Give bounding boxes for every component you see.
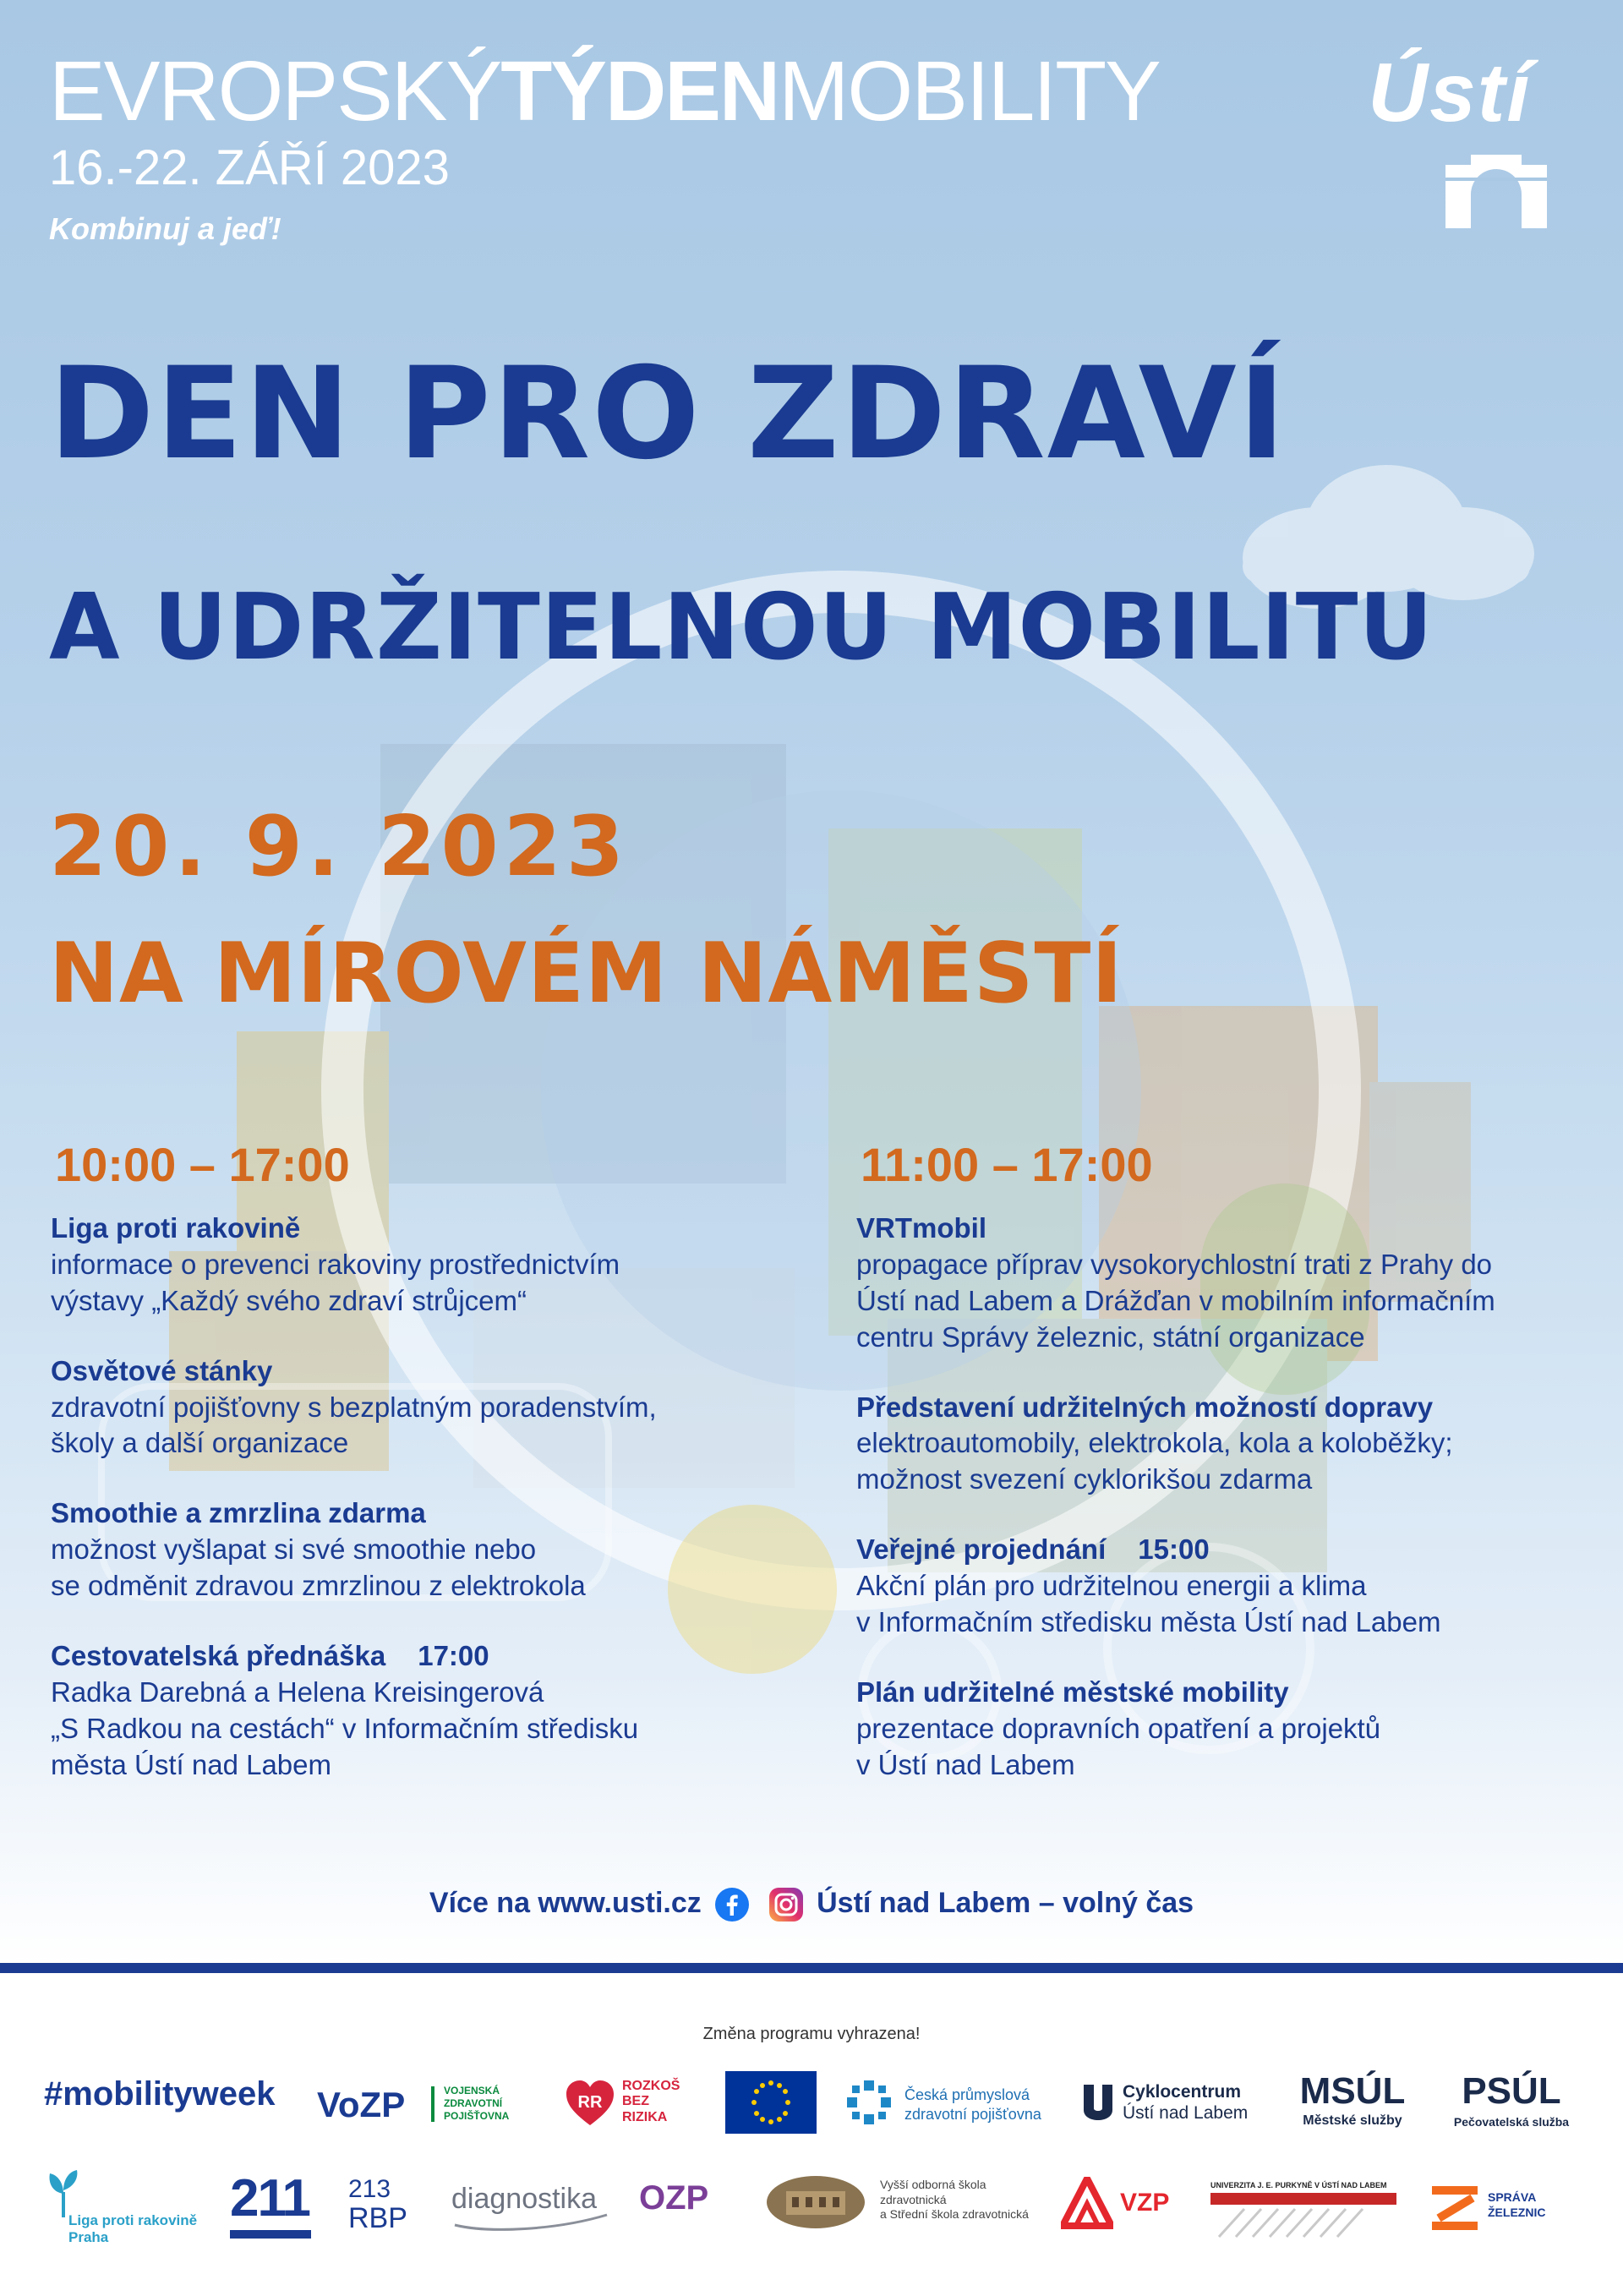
rozkos-logo-text bbox=[622, 2079, 680, 2125]
rozkos-logo-text-line: ROZKOŠ bbox=[622, 2079, 680, 2093]
facebook-icon[interactable] bbox=[714, 1887, 750, 1922]
msul-logo bbox=[1285, 2070, 1420, 2132]
more-info-line bbox=[0, 1887, 1623, 1922]
program-item bbox=[856, 1390, 1600, 1499]
rozkos-bez-rizika-logo bbox=[565, 2075, 700, 2135]
event-date: 20. 9. 2023 bbox=[49, 799, 630, 895]
city-logo-wordmark: Ústí bbox=[1368, 46, 1532, 139]
sz-logo-text bbox=[1488, 2189, 1545, 2220]
ozp-mark: OZP bbox=[639, 2179, 709, 2217]
program-time-range: 11:00 – 17:00 bbox=[861, 1138, 1153, 1191]
cyklocentrum-logo bbox=[1080, 2078, 1258, 2129]
cpzp-cross-icon bbox=[844, 2077, 894, 2128]
vzp-mark: VZP bbox=[1120, 2189, 1170, 2217]
sz-z-icon bbox=[1429, 2183, 1481, 2235]
event-place: NA MÍROVÉM NÁMĚSTÍ bbox=[49, 926, 1123, 1022]
program-item-desc: propagace příprav vysokorychlostní trati z Prahy do Ústí nad Labem a Drážďan v mobilním informačním centru Správy železnic, státní organizace bbox=[856, 1248, 1495, 1353]
rbp-213-number: 213 bbox=[348, 2175, 391, 2203]
program-item-title: Smoothie a zmrzlina zdarma bbox=[51, 1497, 426, 1529]
program-item-title: VRTmobil bbox=[856, 1212, 986, 1244]
school-building-icon bbox=[765, 2174, 866, 2230]
ujep-name: UNIVERZITA J. E. PURKYNĚ V ÚSTÍ NAD LABEM bbox=[1210, 2181, 1387, 2189]
heart-icon bbox=[565, 2079, 615, 2129]
website-link[interactable]: Více na www.usti.cz bbox=[429, 1887, 702, 1919]
program-item-desc: Radka Darebná a Helena Kreisingerová „S Radkou na cestách“ v Informačním středisku města Ústí nad Labem bbox=[51, 1676, 639, 1780]
main-title-line-1: DEN PRO ZDRAVÍ bbox=[49, 341, 1287, 488]
campaign-name-part-3: MOBILITY bbox=[779, 44, 1160, 139]
cpzp-logo-text-line: Česká průmyslová bbox=[904, 2086, 1030, 2103]
vozp-logo-mark: VoZP bbox=[317, 2085, 406, 2124]
psul-logo-mark: PSÚL bbox=[1462, 2070, 1561, 2112]
program-item-title: Osvětové stánky bbox=[51, 1354, 273, 1386]
psul-logo-subtitle: Pečovatelská služba bbox=[1453, 2115, 1570, 2129]
campaign-name-part-1: EVROPSKÝ bbox=[49, 44, 501, 139]
rbp-213-mark: RBP bbox=[348, 2202, 407, 2234]
program-item-desc: prezentace dopravních opatření a projektů v Ústí nad Labem bbox=[856, 1712, 1381, 1780]
cyklocentrum-logo-text bbox=[1123, 2081, 1248, 2124]
main-title-line-2: A UDRŽITELNOU MOBILITU bbox=[49, 575, 1434, 681]
campaign-name-part-2: TÝDEN bbox=[500, 44, 779, 139]
vozp-logo-text-line: VOJENSKÁ bbox=[444, 2085, 500, 2096]
vzp-logo bbox=[1061, 2177, 1188, 2236]
social-channel-name[interactable]: Ústí nad Labem – volný čas bbox=[817, 1887, 1194, 1919]
instagram-icon[interactable] bbox=[768, 1887, 804, 1922]
program-item-title: Cestovatelská přednáška bbox=[51, 1640, 386, 1672]
liga-logo-text-line: Praha bbox=[68, 2228, 109, 2245]
sz-logo-text-line: SPRÁVA bbox=[1488, 2190, 1537, 2204]
cpzp-logo-text-line: zdravotní pojišťovna bbox=[904, 2106, 1041, 2124]
program-item bbox=[51, 1211, 795, 1320]
cpzp-logo bbox=[844, 2075, 1063, 2135]
liga-proti-rakovine-logo bbox=[46, 2168, 216, 2244]
vos-logo-text bbox=[880, 2178, 1029, 2222]
diagnostika-logo bbox=[446, 2181, 615, 2232]
ozp-logo bbox=[639, 2181, 732, 2232]
msul-logo-mark: MSÚL bbox=[1299, 2070, 1406, 2112]
diagnostika-mark: diagnostika bbox=[451, 2183, 598, 2215]
cyklocentrum-u-icon bbox=[1080, 2081, 1116, 2125]
ujep-stripes-icon bbox=[1210, 2205, 1396, 2239]
program-time-range: 10:00 – 17:00 bbox=[55, 1138, 350, 1191]
campaign-dates: 16.-22. ZÁŘÍ 2023 bbox=[49, 140, 450, 195]
program-item-time: 17:00 bbox=[418, 1640, 489, 1672]
program-item bbox=[856, 1532, 1600, 1641]
campaign-name bbox=[49, 44, 1160, 139]
psul-logo bbox=[1444, 2070, 1579, 2132]
vos-logo-text-line: Vyšší odborná škola bbox=[880, 2178, 986, 2191]
usti-city-logo bbox=[1323, 46, 1577, 245]
program-item-desc: Akční plán pro udržitelnou energii a klima v Informačním středisku města Ústí nad Labem bbox=[856, 1570, 1441, 1638]
sprava-zeleznic-logo bbox=[1429, 2183, 1581, 2242]
vozp-logo-text-line: ZDRAVOTNÍ bbox=[444, 2097, 503, 2109]
vos-szs-logo bbox=[765, 2174, 1027, 2233]
program-item-title: Plán udržitelné městské mobility bbox=[856, 1676, 1289, 1708]
vozp-logo bbox=[317, 2080, 541, 2130]
program-item-title: Veřejné projednání bbox=[856, 1533, 1107, 1566]
program-item-title: Představení udržitelných možností dopravy bbox=[856, 1391, 1434, 1423]
program-column-left bbox=[51, 1137, 795, 1818]
ujep-logo bbox=[1210, 2181, 1396, 2240]
rozkos-logo-text-line: BEZ bbox=[622, 2094, 649, 2109]
campaign-slogan: Kombinuj a jeď! bbox=[49, 211, 281, 246]
liga-logo-text bbox=[68, 2212, 197, 2245]
program-item bbox=[856, 1211, 1600, 1356]
program-item bbox=[51, 1495, 795, 1604]
program-item-time: 15:00 bbox=[1138, 1533, 1210, 1566]
footer-divider bbox=[0, 1963, 1623, 1973]
cyklocentrum-logo-text-line: Ústí nad Labem bbox=[1123, 2103, 1249, 2124]
zp-211-logo bbox=[230, 2169, 323, 2240]
msul-logo-subtitle: Městské služby bbox=[1303, 2113, 1402, 2128]
program-item-desc: možnost vyšlapat si své smoothie nebo se odměnit zdravou zmrzlinou z elektrokola bbox=[51, 1533, 586, 1602]
vozp-logo-divider bbox=[431, 2086, 434, 2122]
liga-logo-text-line: Liga proti rakovině bbox=[68, 2212, 198, 2228]
vozp-logo-text bbox=[444, 2085, 509, 2123]
mobilityweek-hashtag: #mobilityweek bbox=[44, 2075, 276, 2113]
vzp-triangle-icon bbox=[1061, 2177, 1113, 2229]
zp-211-bar bbox=[230, 2230, 311, 2239]
program-item-desc: zdravotní pojišťovny s bezplatným poradenstvím, školy a další organizace bbox=[51, 1391, 657, 1459]
program-change-notice: Změna programu vyhrazena! bbox=[702, 2025, 921, 2043]
program-item-desc: informace o prevenci rakoviny prostřednictvím výstavy „Každý svého zdraví strůjcem“ bbox=[51, 1248, 620, 1316]
program-item bbox=[856, 1675, 1600, 1784]
city-gate-icon bbox=[1441, 148, 1551, 232]
program-item-desc: elektroautomobily, elektrokola, kola a koloběžky; možnost svezení cyklorikšou zdarma bbox=[856, 1427, 1453, 1495]
rozkos-logo-text-line: RIZIKA bbox=[622, 2109, 668, 2124]
cpzp-logo-text bbox=[904, 2086, 1041, 2125]
zp-211-mark: 211 bbox=[230, 2169, 310, 2228]
vozp-logo-text-line: POJIŠŤOVNA bbox=[444, 2110, 510, 2122]
sz-logo-text-line: ŽELEZNIC bbox=[1488, 2206, 1546, 2220]
program-column-right bbox=[856, 1137, 1600, 1818]
program-item bbox=[51, 1638, 795, 1784]
plant-icon bbox=[46, 2168, 80, 2217]
vos-logo-text-line: a Střední škola zdravotnická bbox=[880, 2207, 1029, 2221]
program-item bbox=[51, 1353, 795, 1462]
cyklocentrum-logo-text-line: Cyklocentrum bbox=[1123, 2082, 1242, 2102]
ujep-red-bar bbox=[1210, 2193, 1396, 2205]
eu-flag-icon bbox=[725, 2071, 817, 2134]
program-item-title: Liga proti rakovině bbox=[51, 1212, 301, 1244]
svg-text:RR: RR bbox=[577, 2093, 603, 2112]
vos-logo-text-line: zdravotnická bbox=[880, 2192, 947, 2206]
rbp-213-logo bbox=[348, 2177, 424, 2244]
